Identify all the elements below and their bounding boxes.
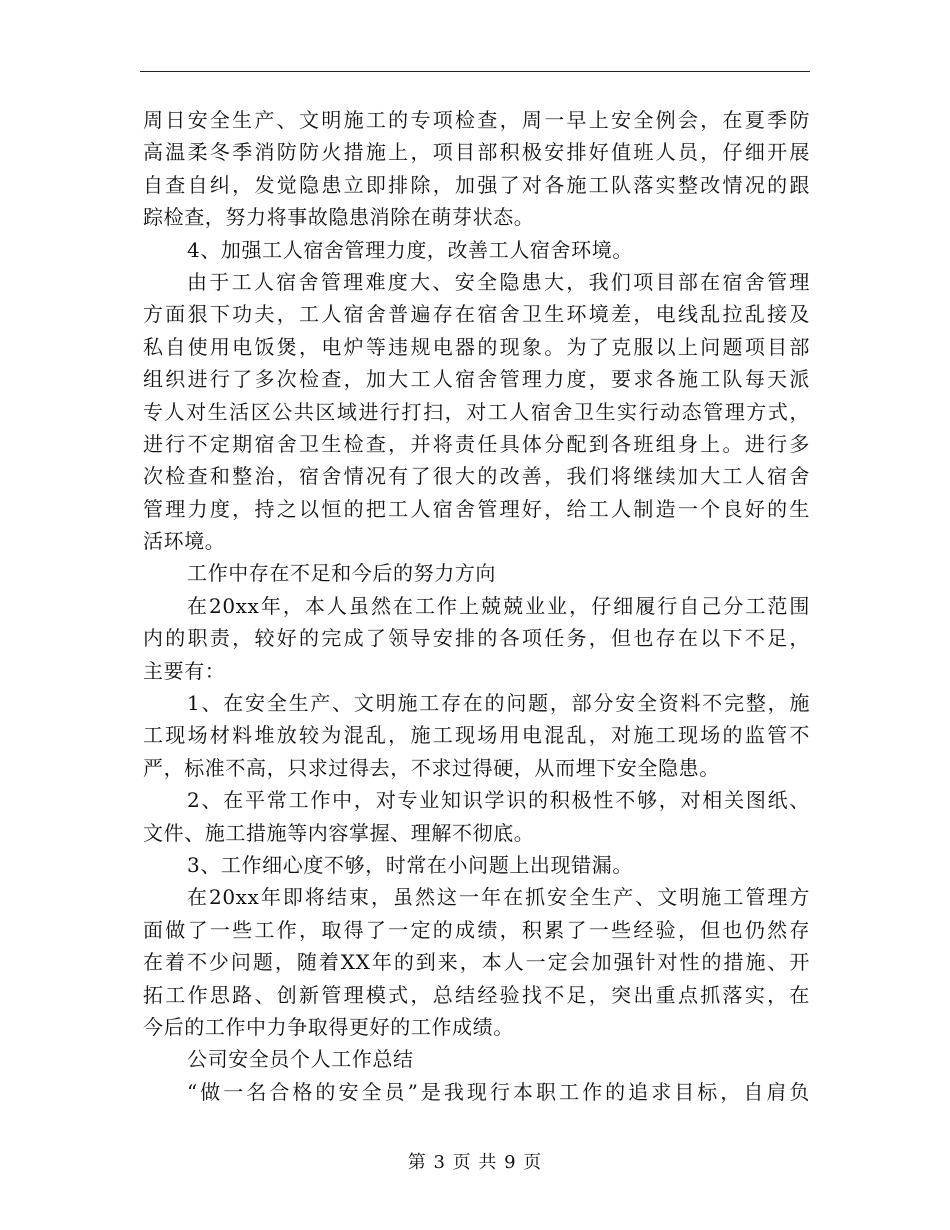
text-line: “做一名合格的安全员”是我现行本职工作的追求目标，自肩负 [187,1079,810,1104]
text-line: 面做了一些工作，取得了一定的成绩，积累了一些经验，但也仍然存 [143,917,810,942]
text-line: 拓工作思路、创新管理模式，总结经验找不足，突出重点抓落实，在 [143,982,810,1007]
page-footer: 第 3 页 共 9 页 [407,1152,543,1173]
text-line: 主要有： [143,658,226,683]
text-line: 踪检查，努力将事故隐患消除在萌芽状态。 [143,205,535,230]
header-rule [140,71,810,72]
text-line: 在20xx年，本人虽然在工作上兢兢业业，仔细履行自己分工范围 [187,593,810,618]
text-line: 自查自纠，发觉隐患立即排除，加强了对各施工队落实整改情况的跟 [143,172,810,197]
text-line: 1、在安全生产、文明施工存在的问题，部分安全资料不完整，施 [187,691,810,716]
text-line: 今后的工作中力争取得更好的工作成绩。 [143,1014,514,1039]
text-line: 工现场材料堆放较为混乱，施工现场用电混乱，对施工现场的监管不 [143,723,810,748]
text-line: 活环境。 [143,529,226,554]
text-line: 在20xx年即将结束，虽然这一年在抓安全生产、文明施工管理方 [187,885,810,910]
text-line: 专人对生活区公共区域进行打扫，对工人宿舍卫生实行动态管理方式， [143,399,810,424]
text-line: 高温柔冬季消防防火措施上，项目部积极安排好值班人员，仔细开展 [143,140,810,165]
text-line: 严，标准不高，只求过得去，不求过得硬，从而埋下安全隐患。 [143,755,720,780]
text-line: 2、在平常工作中，对专业知识学识的积极性不够，对相关图纸、 [187,788,810,813]
text-line: 管理力度，持之以恒的把工人宿舍管理好，给工人制造一个良好的生 [143,496,810,521]
section-heading: 4、加强工人宿舍管理力度，改善工人宿舍环境。 [187,237,633,262]
section-heading: 工作中存在不足和今后的努力方向 [187,561,496,586]
document-body [143,104,810,1108]
text-line: 由于工人宿舍管理难度大、安全隐患大，我们项目部在宿舍管理 [187,269,810,294]
text-line: 次检查和整治，宿舍情况有了很大的改善，我们将继续加大工人宿舍 [143,464,810,489]
text-line: 方面狠下功夫，工人宿舍普遍存在宿舍卫生环境差，电线乱拉乱接及 [143,302,810,327]
text-line: 私自使用电饭煲，电炉等违规电器的现象。为了克服以上问题项目部 [143,334,810,359]
text-line: 组织进行了多次检查，加大工人宿舍管理力度，要求各施工队每天派 [143,367,810,392]
text-line: 进行不定期宿舍卫生检查，并将责任具体分配到各班组身上。进行多 [143,431,810,456]
text-line: 3、工作细心度不够，时常在小问题上出现错漏。 [187,852,633,877]
text-line: 内的职责，较好的完成了领导安排的各项任务，但也存在以下不足， [143,626,810,651]
text-line: 周日安全生产、文明施工的专项检查，周一早上安全例会，在夏季防 [143,108,810,132]
section-heading: 公司安全员个人工作总结 [187,1047,414,1072]
text-line: 文件、施工措施等内容掌握、理解不彻底。 [143,820,535,845]
text-line: 在着不少问题，随着XX年的到来，本人一定会加强针对性的措施、开 [143,950,810,975]
